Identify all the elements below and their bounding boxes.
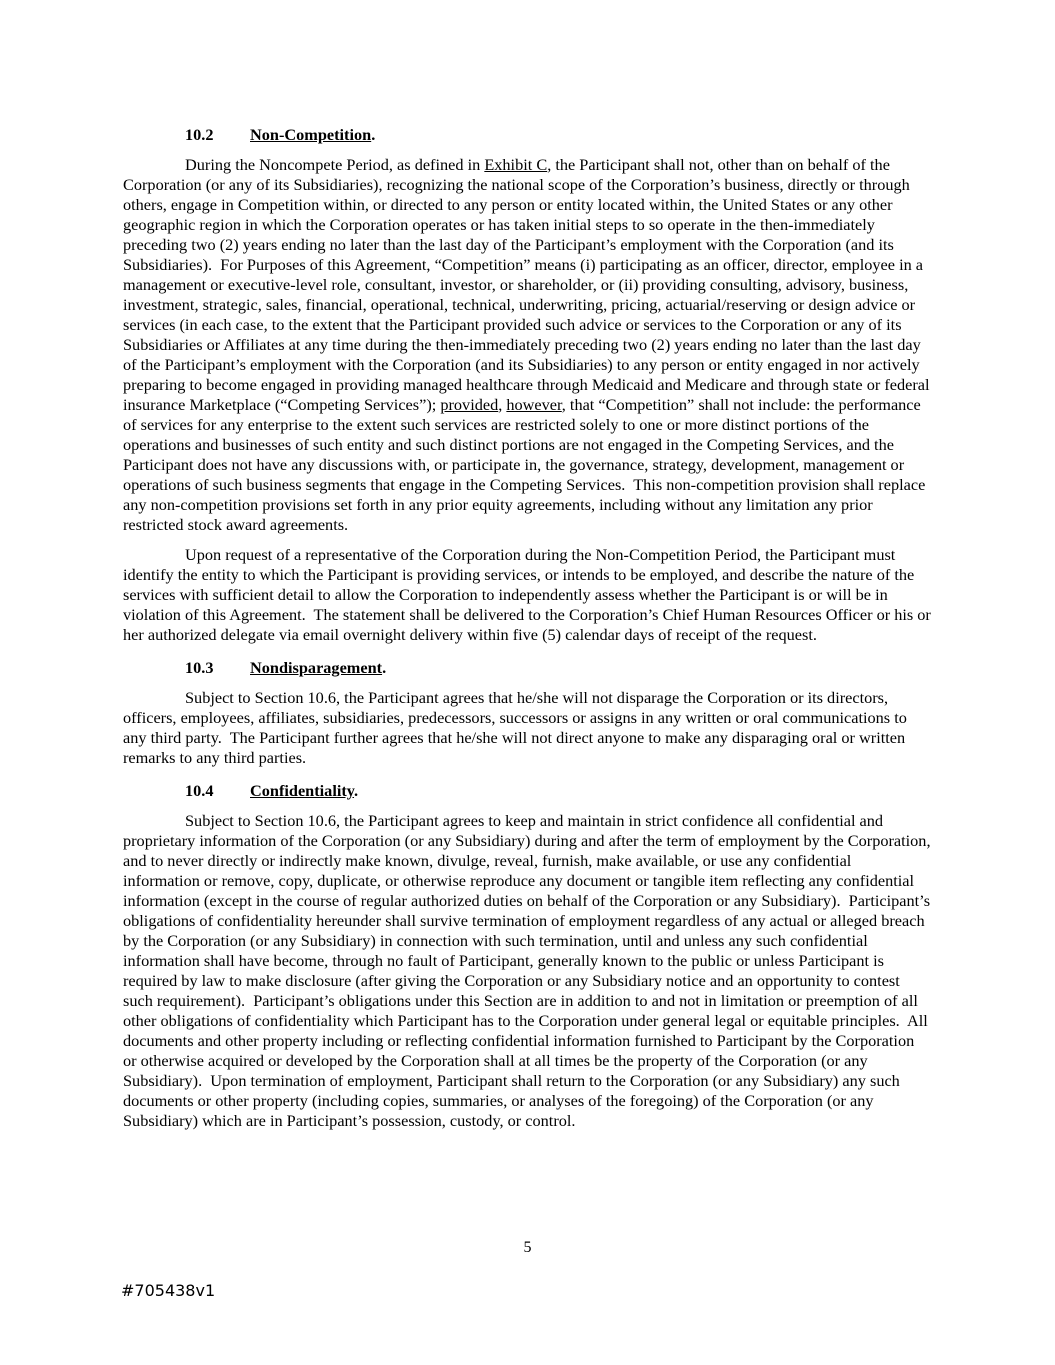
document-body	[123, 112, 935, 1141]
paragraph: Subject to Section 10.6, the Participant agrees that he/she will not disparage the Corporation or its directors, officers, employees, affiliates, subsidiaries, predecessors, successors or assigns in any written or oral communications to any third party. The Participant further agrees that he/she will not direct anyone to make any disparaging oral or written remarks to any third parties.	[123, 688, 911, 767]
section-title-period: .	[382, 658, 387, 677]
paragraph: Upon request of a representative of the Corporation during the Non-Competition Period, the Participant must identify the entity to which the Participant is providing services, or intends to be employed, and describe the nature of the services with sufficient detail to allow the Corporation to independently assess whether the Participant is or will be in violation of this Agreement. The statement shall be delivered to the Corporation’s Chief Human Resources Officer or his or her authorized delegate via email overnight delivery within five (5) calendar days of receipt of the request.	[123, 545, 935, 644]
section-number: 10.2	[185, 125, 214, 144]
section-title: Confidentiality	[250, 781, 355, 800]
section-heading	[123, 658, 931, 678]
section-number: 10.3	[185, 658, 214, 677]
section-heading	[123, 781, 931, 801]
section-title-period: .	[371, 125, 376, 144]
paragraph: During the Noncompete Period, as defined in Exhibit C, the Participant shall not, other than on behalf of the Corporation (or any of its Subsidiaries), recognizing the national scope of the Corporation’s business, directly or through others, engage in Competition within, or directed to any person or entity located within, the United States or any other geographic region in which the Corporation operates or has taken initial steps to so operate in the then-immediately preceding two (2) years ending no later than the last day of the Participant’s employment with the Corporation (and its Subsidiaries). For Purposes of this Agreement, “Competition” means (i) participating as an officer, director, employee in a management or executive-level role, consultant, investor, or shareholder, or (ii) providing consulting, advisory, business, investment, strategic, sales, financial, operational, technical, underwriting, pricing, actuarial/reserving or design advice or services (in each case, to the extent that the Participant provided such advice or services to the Corporation or any of its Subsidiaries or Affiliates at any time during the then-immediately preceding two (2) years ending no later than the last day of the Participant’s employment with the Corporation (and its Subsidiaries) to any person or entity engaged in nor actively preparing to become engaged in providing managed healthcare through Medicaid and Medicare and through state or federal insurance Marketplace (“Competing Services”); provided, however, that “Competition” shall not include: the performance of services for any enterprise to the extent such services are restricted solely to one or more distinct portions of the operations and businesses of such entity and such distinct portions are not engaged in the Competing Services, and the Participant does not have any discussions with, or participate in, the governance, strategy, development, management or operations of such business segments that engage in the Competing Services. This non-competition provision shall replace any non-competition provisions set forth in any prior equity agreements, including without any limitation any prior restricted stock award agreements.	[123, 155, 934, 534]
section-10-2	[123, 125, 935, 645]
section-10-4	[123, 781, 935, 1131]
doc-stamp: #705438v1	[121, 1281, 216, 1300]
section-number: 10.4	[185, 781, 214, 800]
section-heading	[123, 125, 931, 145]
page-number: 5	[523, 1239, 532, 1256]
paragraph: Subject to Section 10.6, the Participant agrees to keep and maintain in strict confidence all confidential and proprietary information of the Corporation (or any Subsidiary) during and after the term of employment by the Corporation, and to never directly or indirectly make known, divulge, reveal, furnish, make available, or use any confidential information or remove, copy, duplicate, or otherwise reproduce any document or tangible item reflecting any confidential information (except in the course of regular authorized duties on behalf of the Corporation or any Subsidiary). Participant’s obligations of confidentiality hereunder shall survive termination of employment regardless of any actual or alleged breach by the Corporation (or any Subsidiary) in connection with such termination, until and unless any such confidential information shall have become, through no fault of Participant, generally known to the public or unless Participant is required by law to make disclosure (after giving the Corporation or any Subsidiary notice and an opportunity to contest such requirement). Participant’s obligations under this Section are in addition to and not in limitation or preemption of all other obligations of confidentiality which Participant has to the Corporation under general legal or equitable principles. All documents and other property including or reflecting confidential information furnished to Participant by the Corporation or otherwise acquired or developed by the Corporation shall at all times be the property of the Corporation (or any Subsidiary). Upon termination of employment, Participant shall return to the Corporation (or any Subsidiary) any such documents or other property (including copies, summaries, or analyses of the foregoing) of the Corporation (or any Subsidiary) which are in Participant’s possession, custody, or control.	[123, 811, 935, 1130]
section-10-3	[123, 658, 931, 768]
section-title: Non-Competition	[250, 125, 372, 144]
section-title: Nondisparagement	[250, 658, 383, 677]
section-title-period: .	[354, 781, 359, 800]
